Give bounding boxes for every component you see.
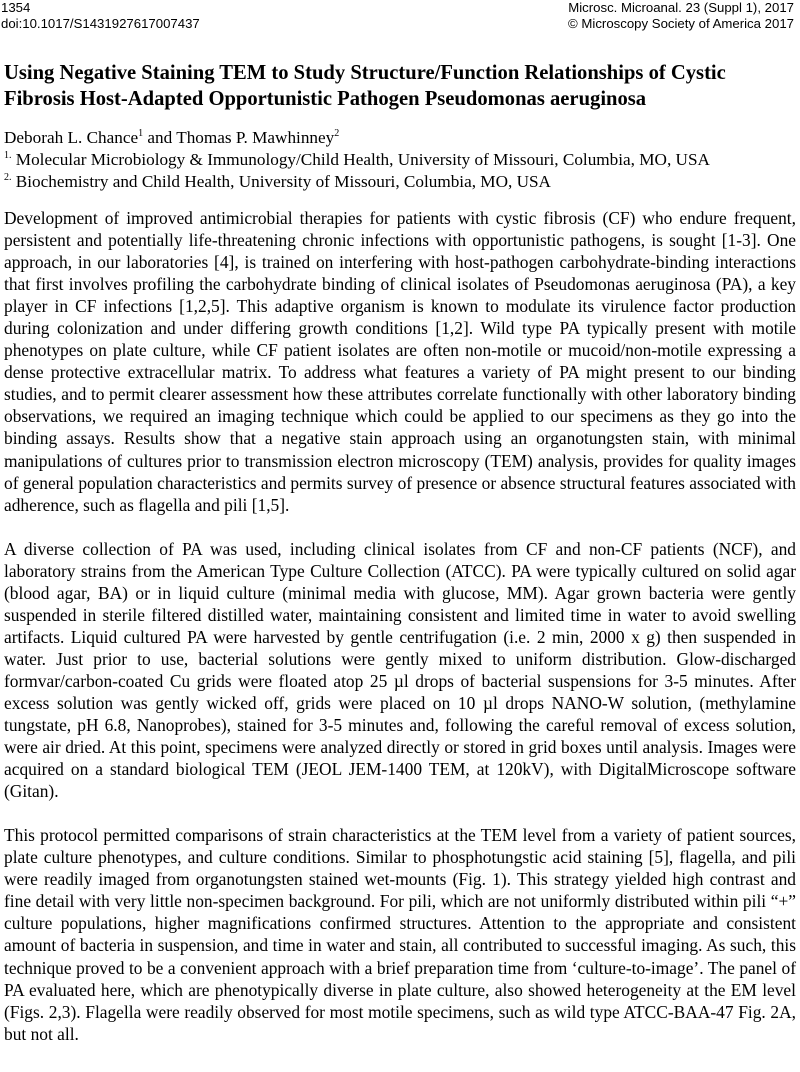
affiliation bbox=[4, 149, 796, 171]
affiliation-text: Biochemistry and Child Health, University of Missouri, Columbia, MO, USA bbox=[15, 172, 551, 191]
body-paragraph: Development of improved antimicrobial therapies for patients with cystic fibrosis (CF) who endure frequent, persistent and potentially life-threatening chronic infections with opportunistic pathogens, is sought [1-3]. One approach, in our laboratories [4], is trained on interfering with host-pathogen carbohydrate-binding interactions that first involves profiling the carbohydrate binding of clinical isolates of Pseudomonas aeruginosa (PA), a key player in CF infections [1,2,5]. This adaptive organism is known to modulate its virulence factor production during colonization and under differing growth conditions [1,2]. Wild type PA typically present with motile phenotypes on plate culture, while CF patient isolates are often non-motile or mucoid/non-motile expressing a dense protective extracellular matrix. To address what features a variety of PA might present to our binding studies, and to permit clearer assessment how these attributes correlate functionally with other laboratory binding observations, we required an imaging technique which could be applied to our specimens as they go into the binding assays. Results show that a negative stain approach using an organotungsten stain, with minimal manipulations of cultures prior to transmission electron microscopy (TEM) analysis, provides for quality images of general population characteristics and permits survey of presence or absence structural features associated with adherence, such as flagella and pili [1,5]. bbox=[4, 208, 796, 515]
article-title: Using Negative Staining TEM to Study Structure/Function Relationships of Cystic Fibrosis Host-Adapted Opportunistic Pathogen Pseudomonas aeruginosa bbox=[4, 62, 726, 110]
header-left bbox=[1, 0, 200, 32]
author-name: Deborah L. Chance bbox=[4, 128, 139, 147]
body-paragraph: This protocol permitted comparisons of strain characteristics at the TEM level from a variety of patient sources, plate culture phenotypes, and culture conditions. Similar to phosphotungstic acid staining [5], flagella, and pili were readily imaged from organotungsten stained wet-mounts (Fig. 1). This strategy yielded high contrast and fine detail with very little non-specimen background. For pili, which are not uniformly distributed within pili “+” culture populations, higher magnifications confirmed structures. Attention to the appropriate and consistent amount of bacteria in suspension, and time in water and stain, all contributed to successful imaging. As such, this technique proved to be a convenient approach with a brief preparation time from ‘culture-to-image’. The panel of PA evaluated here, which are phenotypically diverse in plate culture, also showed heterogeneity at the EM level (Figs. 2,3). Flagella were readily observed for most motile specimens, such as wild type ATCC-BAA-47 Fig. 2A, but not all. bbox=[4, 825, 796, 1044]
article-body bbox=[4, 207, 796, 1045]
header-right bbox=[568, 0, 794, 32]
affiliation bbox=[4, 171, 796, 193]
body-paragraph: A diverse collection of PA was used, including clinical isolates from CF and non-CF patients (NCF), and laboratory strains from the American Type Culture Collection (ATCC). PA were typically cultured on solid agar (blood agar, BA) or in liquid culture (minimal media with glucose, MM). Agar grown bacteria were gently suspended in sterile filtered distilled water, maintaining consistent and limited time in water to avoid swelling artifacts. Liquid cultured PA were harvested by gentle centrifugation (i.e. 2 min, 2000 x g) then suspended in water. Just prior to use, bacterial solutions were gently mixed to uniform distribution. Glow-discharged formvar/carbon-coated Cu grids were floated atop 25 µl drops of bacterial suspensions for 3-5 minutes. After excess solution was gently wicked off, grids were placed on 10 µl drops NANO-W solution, (methylamine tungstate, pH 6.8, Nanoprobes), stained for 3-5 minutes and, following the careful removal of excess solution, were air dried. At this point, specimens were analyzed directly or stored in grid boxes until analysis. Images were acquired on a standard biological TEM (JEOL JEM-1400 TEM, at 120kV), with DigitalMicroscope software (Gitan). bbox=[4, 538, 796, 802]
doi[interactable]: doi:10.1017/S1431927617007437 bbox=[1, 16, 200, 31]
journal-citation: Microsc. Microanal. 23 (Suppl 1), 2017 bbox=[568, 0, 794, 15]
affiliation-number: 1. bbox=[4, 150, 12, 161]
article bbox=[4, 60, 796, 1067]
copyright: © Microscopy Society of America 2017 bbox=[568, 16, 794, 31]
affiliation-mark: 1 bbox=[138, 128, 144, 139]
page-number: 1354 bbox=[1, 0, 31, 15]
author-joiner: and bbox=[143, 128, 177, 147]
affiliation-mark: 2 bbox=[334, 128, 340, 139]
author-line bbox=[4, 127, 796, 149]
affiliation-number: 2. bbox=[4, 172, 12, 183]
affiliation-text: Molecular Microbiology & Immunology/Child Health, University of Missouri, Columbia, MO, USA bbox=[15, 150, 710, 169]
author-name: Thomas P. Mawhinney bbox=[176, 128, 335, 147]
